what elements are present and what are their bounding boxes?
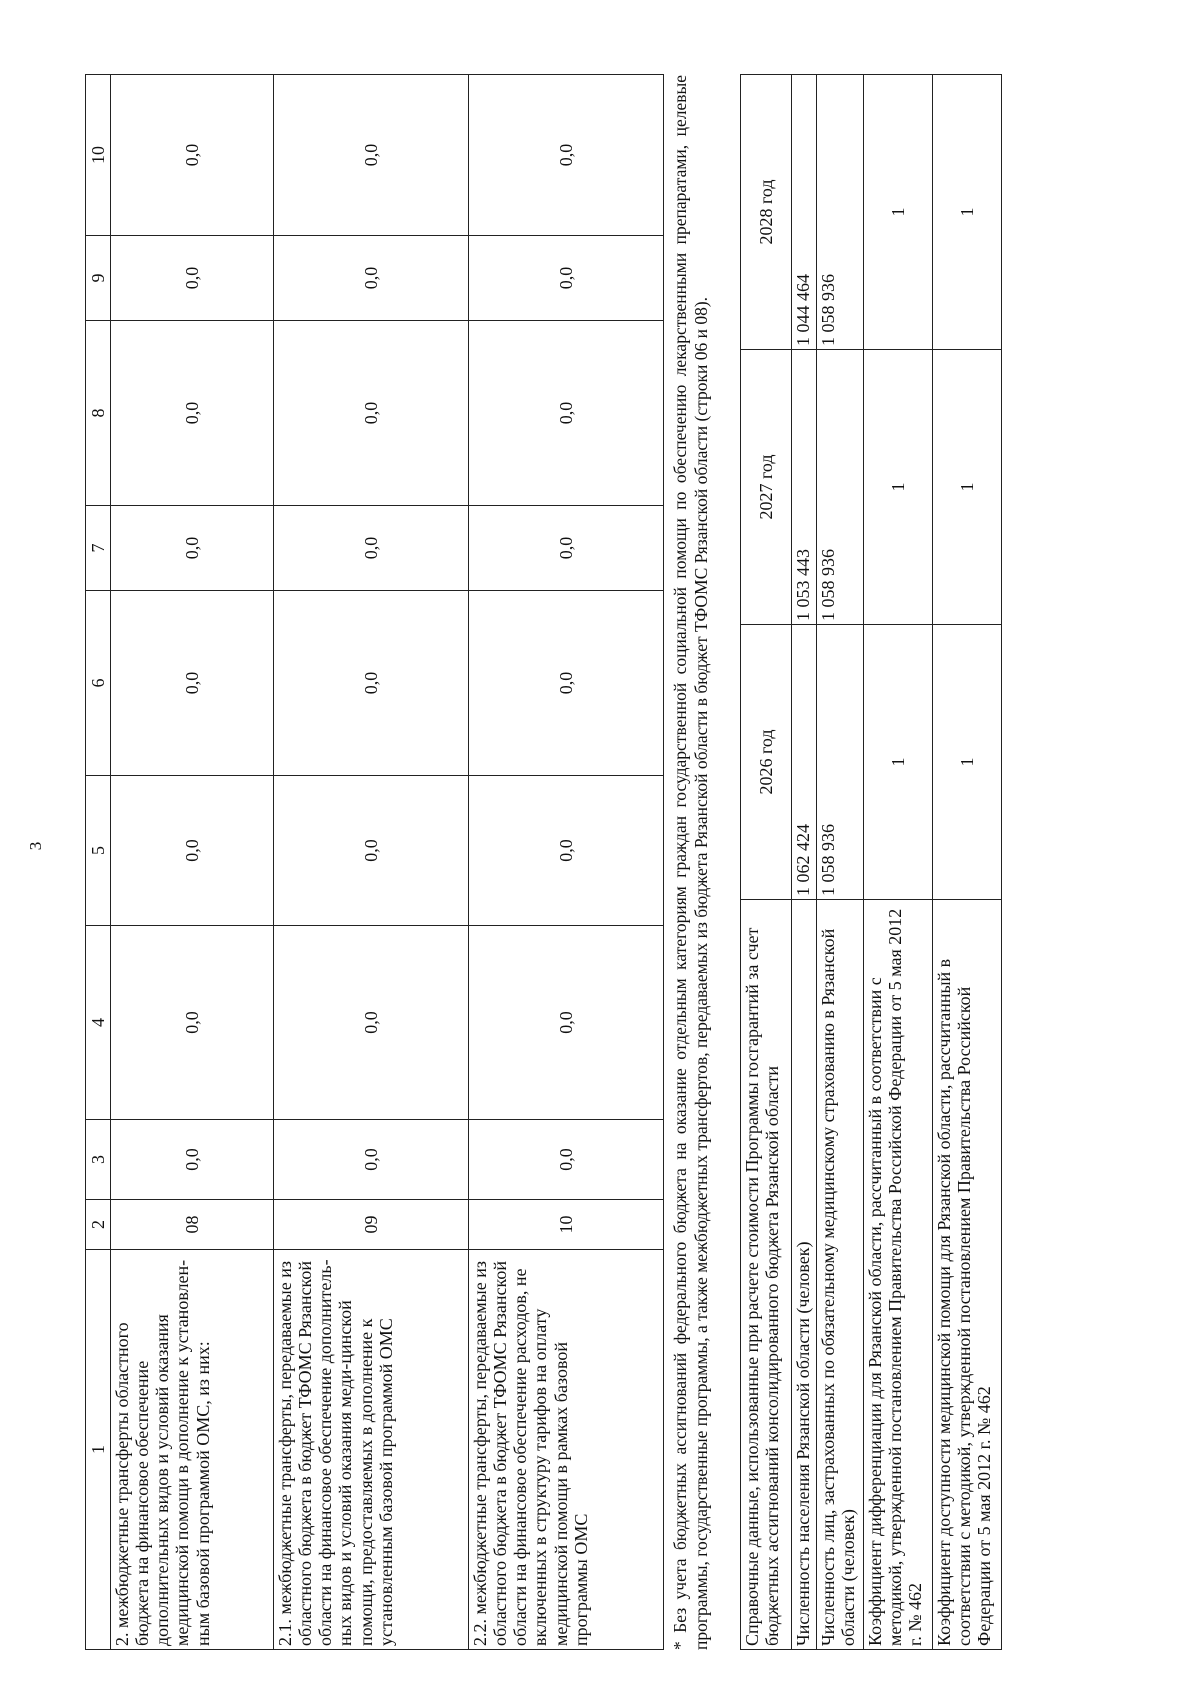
reference-row-label: Коэффициент доступности медицинской помощи для Рязанской области, рассчитанный в соответствии с методикой, утвержденной постановлением Правительства Российской Федерации от 5 мая 2012 г. № 462	[933, 900, 1002, 1650]
value-cell: 0,0	[469, 506, 664, 591]
value-cell: 0,0	[274, 506, 469, 591]
col-header: 10	[86, 75, 111, 236]
table-row	[792, 75, 817, 1650]
rotated-content	[85, 50, 1175, 1650]
table-row	[817, 75, 864, 1650]
table-row	[274, 75, 469, 1650]
table-row	[469, 75, 664, 1650]
reference-value: 1	[864, 350, 933, 625]
reference-header-row	[741, 75, 792, 1650]
value-cell: 0,0	[274, 776, 469, 926]
row-description: 2.2. межбюджетные трансферты, передаваемые из областного бюджета в бюджет ТФОМС Рязанской области на финансовое обеспечение расходов, не включенных в структуру тарифов на оплату медицинской помощи в рамках базовой программы ОМС	[469, 1250, 664, 1650]
row-code: 08	[111, 1200, 274, 1250]
value-cell: 0,0	[469, 1120, 664, 1200]
row-description: 2. межбюджетные трансферты областного бюджета на финансовое обеспечение дополнительных видов и условий оказания медицинской помощи в дополнение к установлен-ным базовой программой ОМС, из них:	[111, 1250, 274, 1650]
reference-value: 1	[933, 350, 1002, 625]
col-header: 7	[86, 506, 111, 591]
value-cell: 0,0	[274, 236, 469, 321]
value-cell: 0,0	[111, 506, 274, 591]
reference-value: 1	[933, 75, 1002, 350]
value-cell: 0,0	[111, 926, 274, 1120]
value-cell: 0,0	[111, 321, 274, 506]
col-header: 6	[86, 591, 111, 776]
reference-value: 1	[933, 625, 1002, 900]
main-table	[85, 74, 664, 1650]
row-code: 10	[469, 1200, 664, 1250]
value-cell: 0,0	[469, 75, 664, 236]
year-header: 2027 год	[741, 350, 792, 625]
value-cell: 0,0	[274, 321, 469, 506]
col-header: 3	[86, 1120, 111, 1200]
col-header: 1	[86, 1250, 111, 1650]
value-cell: 0,0	[111, 776, 274, 926]
table-row	[111, 75, 274, 1650]
reference-row-label: Коэффициент дифференциации для Рязанской области, рассчитанный в соответствии с методикой, утвержденной постановлением Правительства Российской Федерации от 5 мая 2012 г. № 462	[864, 900, 933, 1650]
value-cell: 0,0	[274, 1120, 469, 1200]
row-description: 2.1. межбюджетные трансферты, передаваемые из областного бюджета в бюджет ТФОМС Рязанской области на финансовое обеспечение дополнитель-ных видов и условий оказания меди-цинской помощи, предоставляемых в дополнение к установленным базовой программой ОМС	[274, 1250, 469, 1650]
table-row	[864, 75, 933, 1650]
col-header: 9	[86, 236, 111, 321]
value-cell: 0,0	[469, 776, 664, 926]
year-header: 2026 год	[741, 625, 792, 900]
value-cell: 0,0	[111, 591, 274, 776]
col-header: 2	[86, 1200, 111, 1250]
value-cell: 0,0	[469, 236, 664, 321]
value-cell: 0,0	[274, 75, 469, 236]
reference-value: 1 058 936	[817, 350, 864, 625]
reference-value: 1 053 443	[792, 350, 817, 625]
value-cell: 0,0	[469, 926, 664, 1120]
reference-row-label: Численность лиц, застрахованных по обязательному медицинскому страхованию в Рязанской области (человек)	[817, 900, 864, 1650]
value-cell: 0,0	[111, 236, 274, 321]
value-cell: 0,0	[274, 926, 469, 1120]
value-cell: 0,0	[111, 75, 274, 236]
reference-row-label: Численность населения Рязанской области (человек)	[792, 900, 817, 1650]
main-table-header-row	[86, 75, 111, 1650]
reference-value: 1 058 936	[817, 625, 864, 900]
reference-value: 1 058 936	[817, 75, 864, 350]
reference-value: 1 062 424	[792, 625, 817, 900]
reference-value: 1	[864, 625, 933, 900]
col-header: 8	[86, 321, 111, 506]
reference-header-label: Справочные данные, использованные при расчете стоимости Программы госгарантий за счет бюджетных ассигнований консолидированного бюджета Рязанской области	[741, 900, 792, 1650]
col-header: 5	[86, 776, 111, 926]
table-row	[933, 75, 1002, 1650]
reference-table	[740, 74, 1002, 1650]
value-cell: 0,0	[469, 591, 664, 776]
value-cell: 0,0	[274, 591, 469, 776]
col-header: 4	[86, 926, 111, 1120]
year-header: 2028 год	[741, 75, 792, 350]
reference-value: 1 044 464	[792, 75, 817, 350]
value-cell: 0,0	[111, 1120, 274, 1200]
page-number: 3	[26, 841, 45, 851]
footnote: * Без учета бюджетных ассигнований федерального бюджета на оказание отдельным категориям граждан государственной социальной помощи по обеспечению лекарственными препаратами, целевые программы, государственные программы, а также межбюджетных трансфертов, передаваемых из бюджета Рязанской области в бюджет ТФОМС Рязанской области (строки 06 и 08).	[670, 75, 711, 1650]
value-cell: 0,0	[469, 321, 664, 506]
reference-value: 1	[864, 75, 933, 350]
row-code: 09	[274, 1200, 469, 1250]
